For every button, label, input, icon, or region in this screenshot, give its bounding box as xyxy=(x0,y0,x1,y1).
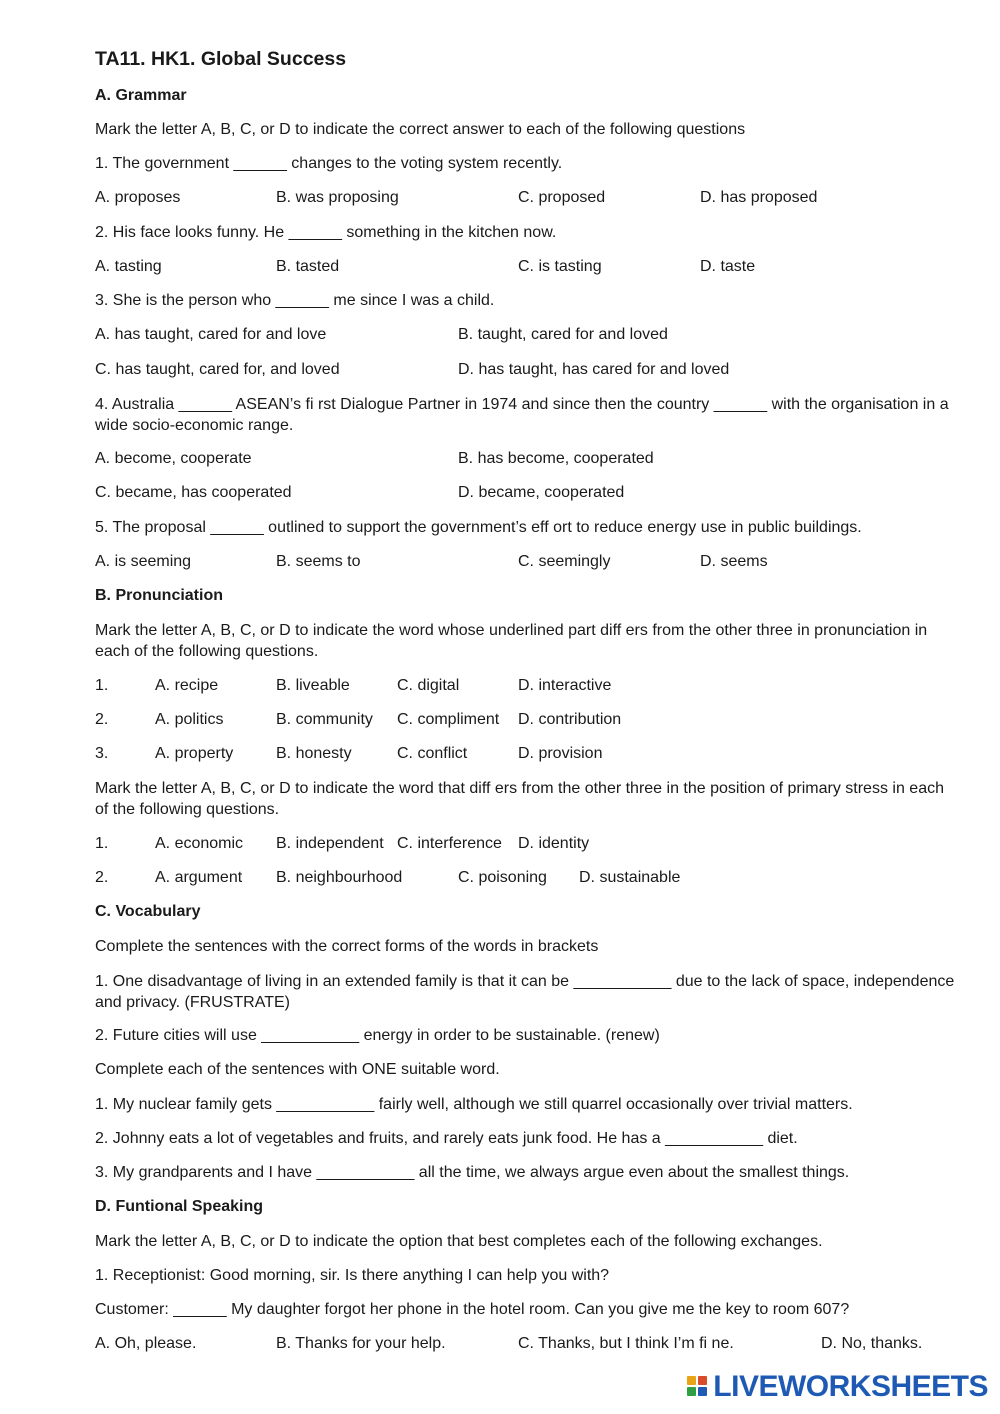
stress-q2-option-b[interactable]: B. neighbourhood xyxy=(276,869,403,886)
grammar-question-1: 1. The government ______ changes to the voting system recently. xyxy=(95,155,563,172)
stress-q1-option-c[interactable]: C. interference xyxy=(397,835,502,852)
grammar-q2-option-a[interactable]: A. tasting xyxy=(95,258,162,275)
section-heading-grammar: A. Grammar xyxy=(95,87,187,104)
grammar-q5-option-b[interactable]: B. seems to xyxy=(276,553,361,570)
pron1-q1-option-b[interactable]: B. liveable xyxy=(276,677,350,694)
one-word-item-3: 3. My grandparents and I have ___________ all the time, we always argue even about the smallest things. xyxy=(95,1164,850,1181)
stress-q1-number: 1. xyxy=(95,835,109,852)
grammar-q3-option-d[interactable]: D. has taught, has cared for and loved xyxy=(458,361,730,378)
grammar-q3-option-a[interactable]: A. has taught, cared for and love xyxy=(95,326,327,343)
speaking-option-d[interactable]: D. No, thanks. xyxy=(821,1335,923,1352)
grammar-q1-option-b[interactable]: B. was proposing xyxy=(276,189,399,206)
stress-q2-number: 2. xyxy=(95,869,109,886)
grammar-q1-option-c[interactable]: C. proposed xyxy=(518,189,606,206)
stress-q1-option-a[interactable]: A. economic xyxy=(155,835,244,852)
grammar-q4-option-b[interactable]: B. has become, cooperated xyxy=(458,450,654,467)
grammar-q1-option-d[interactable]: D. has proposed xyxy=(700,189,818,206)
grammar-q5-option-a[interactable]: A. is seeming xyxy=(95,553,192,570)
vocabulary-item-2: 2. Future cities will use ___________ energy in order to be sustainable. (renew) xyxy=(95,1027,660,1044)
pron1-q3-number: 3. xyxy=(95,745,109,762)
liveworksheets-logo-icon xyxy=(687,1376,709,1398)
pron1-q3-option-b[interactable]: B. honesty xyxy=(276,745,352,762)
stress-q2-option-d[interactable]: D. sustainable xyxy=(579,869,681,886)
liveworksheets-logo[interactable] xyxy=(687,1370,988,1404)
speaking-customer-line: Customer: ______ My daughter forgot her phone in the hotel room. Can you give me the key to room 607? xyxy=(95,1301,850,1318)
grammar-q2-option-b[interactable]: B. tasted xyxy=(276,258,340,275)
grammar-q2-option-d[interactable]: D. taste xyxy=(700,258,756,275)
grammar-question-3: 3. She is the person who ______ me since I was a child. xyxy=(95,292,495,309)
stress-q1-option-b[interactable]: B. independent xyxy=(276,835,384,852)
speaking-instruction: Mark the letter A, B, C, or D to indicate the option that best completes each of the following exchanges. xyxy=(95,1233,823,1250)
speaking-option-c[interactable]: C. Thanks, but I think I’m fi ne. xyxy=(518,1335,734,1352)
vocabulary-instruction-1: Complete the sentences with the correct forms of the words in brackets xyxy=(95,938,599,955)
stress-q2-option-a[interactable]: A. argument xyxy=(155,869,243,886)
pronunciation-instruction-2: Mark the letter A, B, C, or D to indicate the word that diff ers from the other three in the position of primary stress in each of the following questions. xyxy=(95,780,944,818)
grammar-q3-option-c[interactable]: C. has taught, cared for, and loved xyxy=(95,361,340,378)
pron1-q2-option-d[interactable]: D. contribution xyxy=(518,711,622,728)
pron1-q2-option-b[interactable]: B. community xyxy=(276,711,373,728)
pron1-q3-option-c[interactable]: C. conflict xyxy=(397,745,468,762)
speaking-option-b[interactable]: B. Thanks for your help. xyxy=(276,1335,446,1352)
grammar-question-2: 2. His face looks funny. He ______ something in the kitchen now. xyxy=(95,224,557,241)
grammar-q3-option-b[interactable]: B. taught, cared for and loved xyxy=(458,326,668,343)
grammar-q4-option-a[interactable]: A. become, cooperate xyxy=(95,450,252,467)
grammar-q5-option-c[interactable]: C. seemingly xyxy=(518,553,611,570)
pron1-q2-number: 2. xyxy=(95,711,109,728)
stress-q2-option-c[interactable]: C. poisoning xyxy=(458,869,547,886)
stress-q1-option-d[interactable]: D. identity xyxy=(518,835,590,852)
liveworksheets-logo-text: LIVEWORKSHEETS xyxy=(713,1370,988,1403)
pron1-q2-option-c[interactable]: C. compliment xyxy=(397,711,500,728)
pronunciation-instruction-1: Mark the letter A, B, C, or D to indicate the word whose underlined part diff ers from the other three in pronunciation in each of the following questions. xyxy=(95,622,928,660)
grammar-instruction: Mark the letter A, B, C, or D to indicate the correct answer to each of the following questions xyxy=(95,121,746,138)
pron1-q1-option-c[interactable]: C. digital xyxy=(397,677,460,694)
grammar-question-5: 5. The proposal ______ outlined to support the government’s eff ort to reduce energy use in public buildings. xyxy=(95,519,862,536)
grammar-q1-option-a[interactable]: A. proposes xyxy=(95,189,181,206)
pron1-q3-option-a[interactable]: A. property xyxy=(155,745,234,762)
worksheet-title: TA11. HK1. Global Success xyxy=(95,48,347,70)
grammar-q5-option-d[interactable]: D. seems xyxy=(700,553,768,570)
grammar-question-4: 4. Australia ______ ASEAN’s fi rst Dialogue Partner in 1974 and since then the country ______ with the organisation in a wide socio-economic range. xyxy=(95,396,949,434)
vocabulary-instruction-2: Complete each of the sentences with ONE suitable word. xyxy=(95,1061,500,1078)
one-word-item-2: 2. Johnny eats a lot of vegetables and fruits, and rarely eats junk food. He has a ___________ diet. xyxy=(95,1130,798,1147)
one-word-item-1: 1. My nuclear family gets ___________ fairly well, although we still quarrel occasionally over trivial matters. xyxy=(95,1096,853,1113)
vocabulary-item-1: 1. One disadvantage of living in an extended family is that it can be ___________ due to the lack of space, independence and privacy. (FRUSTRATE) xyxy=(95,973,955,1011)
grammar-q4-option-d[interactable]: D. became, cooperated xyxy=(458,484,625,501)
pron1-q1-option-a[interactable]: A. recipe xyxy=(155,677,219,694)
section-heading-pronunciation: B. Pronunciation xyxy=(95,587,223,604)
grammar-q2-option-c[interactable]: C. is tasting xyxy=(518,258,602,275)
pron1-q1-option-d[interactable]: D. interactive xyxy=(518,677,612,694)
section-heading-vocabulary: C. Vocabulary xyxy=(95,903,201,920)
pron1-q1-number: 1. xyxy=(95,677,109,694)
pron1-q2-option-a[interactable]: A. politics xyxy=(155,711,224,728)
speaking-option-a[interactable]: A. Oh, please. xyxy=(95,1335,197,1352)
grammar-q4-option-c[interactable]: C. became, has cooperated xyxy=(95,484,292,501)
section-heading-speaking: D. Funtional Speaking xyxy=(95,1198,264,1215)
pron1-q3-option-d[interactable]: D. provision xyxy=(518,745,603,762)
speaking-receptionist-line: 1. Receptionist: Good morning, sir. Is there anything I can help you with? xyxy=(95,1267,610,1284)
